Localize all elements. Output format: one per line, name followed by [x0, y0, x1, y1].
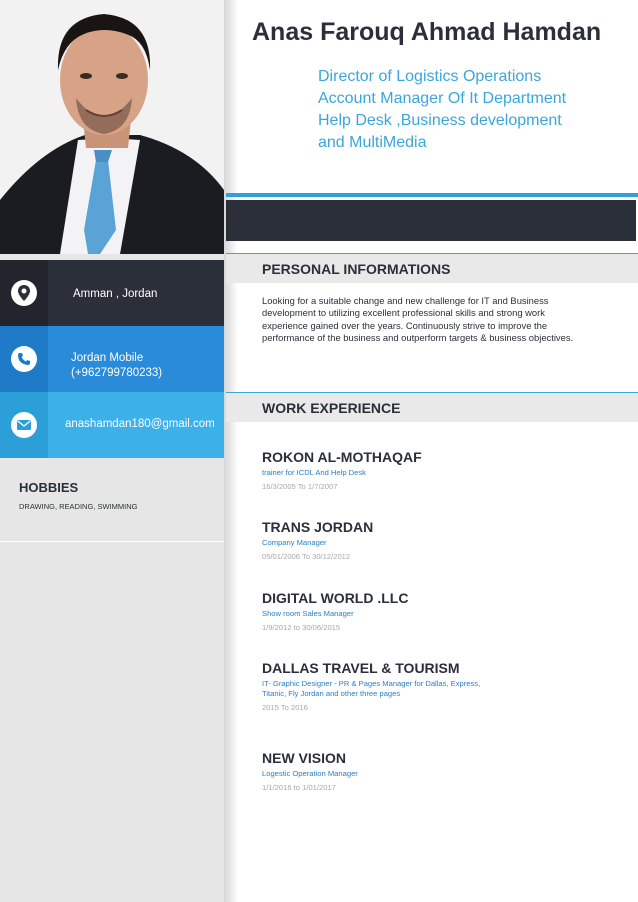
email-icon-cell	[0, 392, 48, 458]
job-dates: 1/1/2016 to 1/01/2017	[262, 783, 336, 792]
job-dates: 1/9/2012 to 30/06/2015	[262, 623, 341, 632]
hobbies-text: DRAWING, READING, SWIMMING	[19, 502, 138, 511]
profile-photo	[0, 0, 224, 254]
column-shadow	[224, 0, 238, 902]
company-name: DALLAS TRAVEL & TOURISM	[262, 660, 460, 676]
hobbies-title: HOBBIES	[19, 480, 79, 495]
job-position: Logestic Operation Manager	[262, 769, 358, 778]
envelope-icon	[11, 412, 37, 438]
job-entry	[262, 590, 408, 632]
phone-icon-cell	[0, 326, 48, 392]
company-name: NEW VISION	[262, 750, 347, 766]
email-link[interactable]: anashamdan180@gmail.com	[65, 418, 215, 430]
job-dates: 2015 To 2016	[262, 703, 308, 712]
job-position: IT- Graphic Designer - PR & Pages Manager for Dallas, Express, Titanic, Fly Jordan and other three pages	[262, 679, 481, 698]
company-name: DIGITAL WORLD .LLC	[262, 590, 409, 606]
company-name: ROKON AL-MOTHAQAF	[262, 449, 422, 465]
job-position: Company Manager	[262, 538, 327, 547]
profile-summary: Looking for a suitable change and new challenge for IT and Business development to utilizing excellent professional skills and strong work experience gained over the years. Continuously strive to improve the performance of the business and outperform targets & business objectives.	[262, 295, 574, 343]
phone-number[interactable]: (+962799780233)	[71, 367, 163, 379]
job-position: trainer for ICDL And Help Desk	[262, 468, 366, 477]
contact-location	[0, 260, 224, 326]
person-name: Anas Farouq Ahmad Hamdan	[252, 18, 602, 46]
job-title-line: Help Desk ,Business development	[318, 112, 562, 129]
job-entry	[262, 660, 482, 712]
location-text: Amman , Jordan	[73, 288, 158, 300]
phone-label: Jordan Mobile	[71, 352, 144, 364]
header-accent-line	[226, 193, 638, 197]
job-titles	[318, 66, 618, 154]
personal-section-header	[226, 253, 638, 283]
job-dates: 16/3/2005 To 1/7/2007	[262, 482, 338, 491]
personal-section-title: PERSONAL INFORMATIONS	[262, 261, 451, 277]
job-entry	[262, 750, 358, 792]
contact-phone	[0, 326, 224, 392]
work-section-title: WORK EXPERIENCE	[262, 400, 401, 416]
location-icon-cell	[0, 260, 48, 326]
job-title-line: and MultiMedia	[318, 134, 427, 151]
header-dark-bar	[226, 200, 636, 241]
contact-email	[0, 392, 224, 458]
job-entry	[262, 519, 373, 561]
company-name: TRANS JORDAN	[262, 519, 374, 535]
job-title-line: Director of Logistics Operations	[318, 68, 542, 85]
job-position: Show room Sales Manager	[262, 609, 354, 618]
work-section-header	[226, 392, 638, 422]
job-entry	[262, 449, 422, 491]
phone-icon	[11, 346, 37, 372]
job-dates: 05/01/2006 To 30/12/2012	[262, 552, 351, 561]
hobbies-divider	[0, 541, 224, 542]
location-pin-icon	[11, 280, 37, 306]
job-title-line: Account Manager Of It Department	[318, 90, 567, 107]
